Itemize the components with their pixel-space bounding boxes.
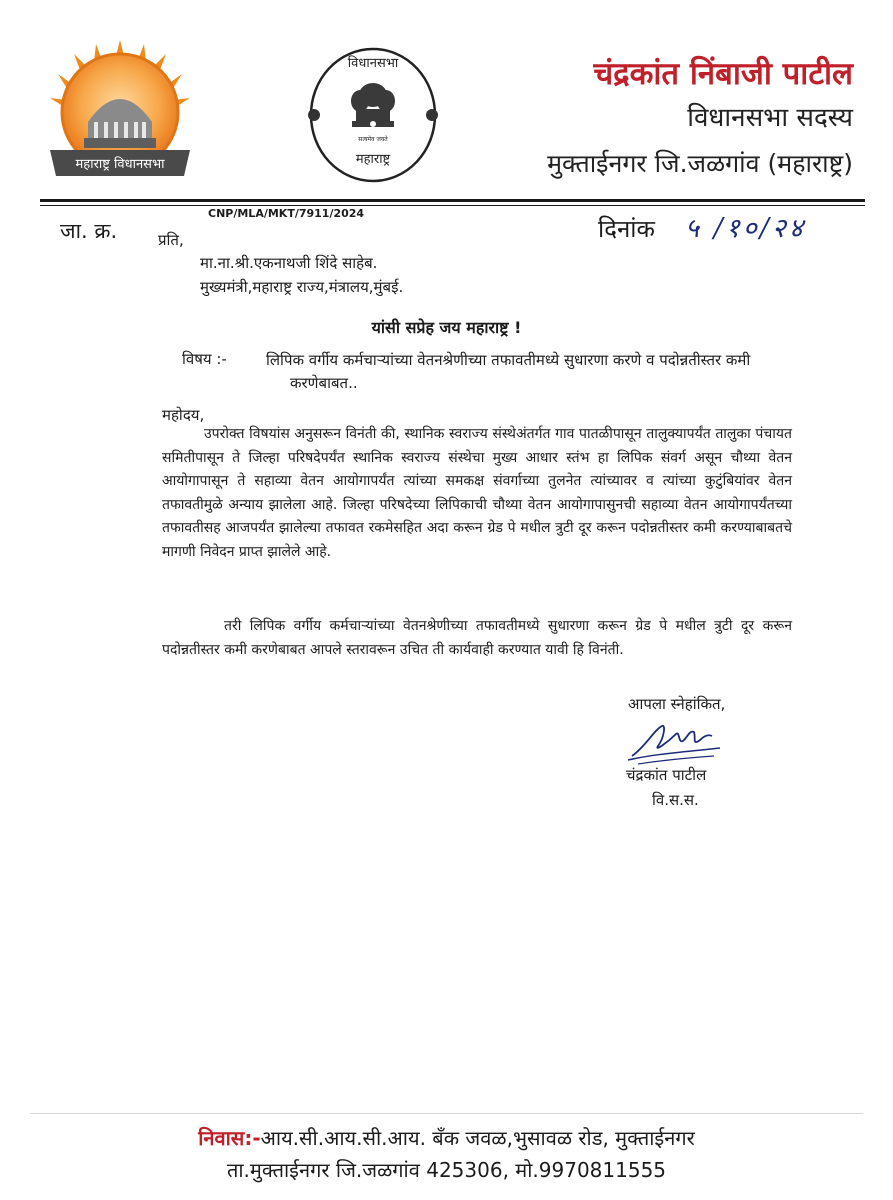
emblem-bottom-text: महाराष्ट्र bbox=[355, 152, 391, 167]
emblem-motto: सत्यमेव जयते bbox=[358, 136, 388, 143]
footer-address-line1 bbox=[0, 1124, 893, 1151]
residence-label: निवास:- bbox=[198, 1126, 261, 1150]
sender-role: विधानसभा सदस्य bbox=[687, 103, 853, 133]
signatory-name: चंद्रकांत पाटील bbox=[626, 766, 707, 784]
signatory-title: वि.स.स. bbox=[652, 791, 699, 809]
residence-address: आय.सी.आय.सी.आय. बँक जवळ,भुसावळ रोड, मुक्ताईनगर bbox=[260, 1126, 695, 1150]
footer-divider bbox=[30, 1113, 863, 1114]
recipient-prefix: प्रति, bbox=[158, 231, 184, 249]
closing: आपला स्नेहांकित, bbox=[628, 695, 726, 713]
maharashtra-vidhansabha-logo bbox=[44, 38, 196, 190]
logo-banner-text: महाराष्ट्र विधानसभा bbox=[75, 157, 165, 172]
subject-label: विषय :- bbox=[182, 350, 227, 368]
sender-address: मुक्ताईनगर जि.जळगांव (महाराष्ट्र) bbox=[547, 149, 853, 178]
recipient-designation: मुख्यमंत्री,महाराष्ट्र राज्य,मंत्रालय,मुंबई. bbox=[200, 278, 404, 296]
signature bbox=[624, 716, 724, 768]
greeting: यांसी सप्रेह जय महाराष्ट्र ! bbox=[371, 318, 522, 337]
subject-text: लिपिक वर्गीय कर्मचाऱ्यांच्या वेतनश्रेणीच्या तफावतीमध्ये सुधारणा करणे व पदोन्नतीस्तर कमी करणेबाबत.. bbox=[266, 351, 751, 392]
date-value: ५ /१०/२४ bbox=[685, 213, 806, 244]
body-paragraph-1: उपरोक्त विषयांस अनुसरून विनंती की, स्थानिक स्वराज्य संस्थेअंतर्गत गाव पातळीपासून तालुक्यापर्यंत तालुका पंचायत समितीपासून ते जिल्हा परिषदेपर्यंत स्थानिक स्वराज्य संस्थेचा मुख्य आधार स्तंभ हा लिपिक संवर्ग असून चौथ्या वेतन आयोगापासून ते सहाव्या वेतन आयोगापर्यंत त्यांच्या समकक्ष संवर्गाच्या तुलनेत त्यांच्यावर व त्यांच्या कुटुंबियांवर वेतन तफावतीमुळे अन्याय झालेला आहे. जिल्हा परिषदेच्या लिपिकाची चौथ्या वेतन आयोगापासुनची सहाव्या वेतन आयोगापर्यंतच्या तफावतीसह आजपर्यंत झालेल्या तफावत रकमेसहित अदा करून ग्रेड पे मधील त्रुटी दूर करून पदोन्नतीस्तर कमी करण्याबाबतचे मागणी निवेदन प्राप्त झालेले आहे. bbox=[162, 426, 792, 560]
footer-address-line2: ता.मुक्ताईनगर जि.जळगांव 425306, मो.9970811555 bbox=[226, 1158, 667, 1182]
reference-number: CNP/MLA/MKT/7911/2024 bbox=[208, 207, 365, 220]
header-divider-thin bbox=[40, 205, 865, 206]
header-divider bbox=[40, 199, 865, 202]
reference-label: जा. क्र. bbox=[60, 219, 118, 243]
vidhansabha-emblem bbox=[298, 45, 448, 185]
date-label: दिनांक bbox=[598, 215, 655, 243]
emblem-top-text: विधानसभा bbox=[347, 56, 399, 71]
recipient-name: मा.ना.श्री.एकनाथजी शिंदे साहेब. bbox=[200, 254, 378, 272]
body-paragraph-2: तरी लिपिक वर्गीय कर्मचाऱ्यांच्या वेतनश्रेणीच्या तफावतीमध्ये सुधारणा करून ग्रेड पे मधील त्रुटी दूर करून पदोन्नतीस्तर कमी करणेबाबत आपले स्तरावरून उचित ती कार्यवाही करण्यात यावी हि विनंती. bbox=[162, 618, 792, 658]
sender-name: चंद्रकांत निंबाजी पाटील bbox=[593, 56, 853, 92]
salutation: महोदय, bbox=[162, 406, 205, 424]
